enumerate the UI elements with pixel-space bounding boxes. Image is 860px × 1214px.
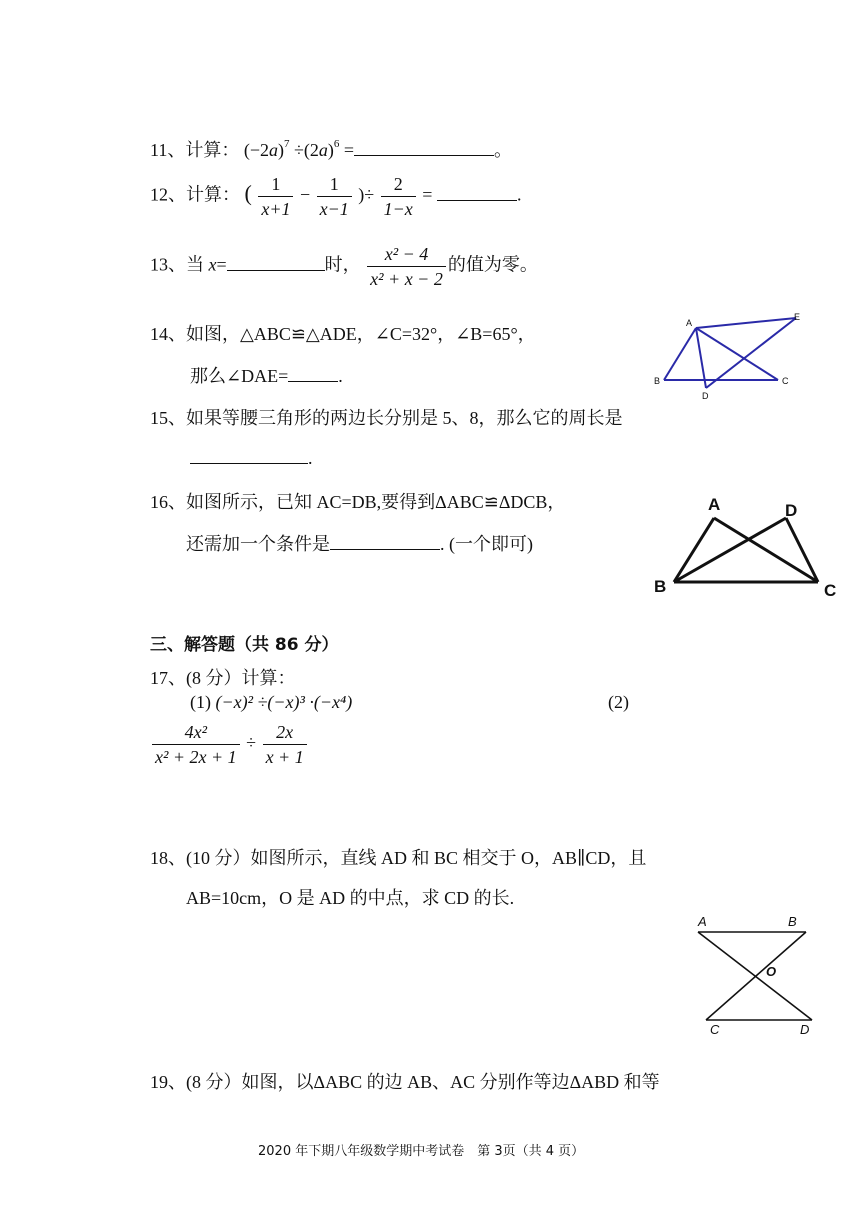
label-B: B [654, 376, 661, 386]
question-14-line-1: 14、如图，△ABC≌△ADE，∠C=32°，∠B=65°， [150, 324, 536, 344]
label-A: A [686, 318, 693, 328]
question-16-line-2 [186, 530, 533, 556]
period: . [308, 448, 313, 468]
fraction [317, 172, 352, 221]
answer-blank[interactable] [288, 381, 338, 382]
question-13 [150, 242, 538, 291]
equals-sign: = [422, 184, 433, 205]
question-12: 12、计算： ( $\frac{1}{x+1}$ − $\frac{1}{x-1}$ )÷ $\frac{2}{1-x}$ = . [150, 174, 522, 219]
question-17-part-1 [190, 692, 352, 713]
period: . [338, 366, 343, 386]
label-D: D [785, 501, 798, 520]
numerator: x² − 4 [367, 242, 446, 267]
denominator: x² + x − 2 [370, 269, 443, 289]
label-D: D [702, 391, 709, 401]
line-AE [696, 318, 796, 328]
exponent: 6 [333, 138, 340, 150]
denominator: 1−x [383, 199, 413, 219]
label-B: B [788, 914, 797, 929]
label-O: O [766, 964, 777, 979]
label-C: C [710, 1022, 720, 1037]
answer-blank[interactable] [227, 270, 325, 271]
section-3-heading: 三、解答题（共 86 分） [150, 635, 339, 655]
text: . (一个即可) [440, 534, 533, 554]
numerator: 1 [317, 172, 352, 197]
text: 时， [324, 254, 361, 275]
question-17-part-2-expression [150, 720, 309, 769]
numerator: 1 [258, 172, 293, 197]
division-sign: )÷ [358, 184, 375, 205]
line-BC [706, 932, 806, 1020]
numerator: 2 [381, 172, 416, 197]
question-16-line-1: 16、如图所示，已知 AC=DB,要得到ΔABC≌ΔDCB， [150, 492, 566, 512]
question-13-number: 13、当 [150, 254, 204, 275]
label-B: B [654, 577, 667, 596]
exponent: 7 [284, 138, 290, 150]
question-17-line-1: 17、(8 分）计算： [150, 668, 296, 688]
answer-blank[interactable] [190, 463, 308, 464]
expression-part: (−2 [243, 140, 269, 160]
answer-blank[interactable] [330, 549, 440, 550]
answer-blank[interactable] [354, 155, 494, 156]
text: 那么∠DAE= [190, 366, 289, 386]
numerator: 2x [263, 720, 307, 745]
question-11-number: 11、计算： [150, 140, 240, 160]
fraction [152, 720, 240, 769]
question-18-line-1: 18、(10 分）如图所示，直线 AD 和 BC 相交于 O，AB∥CD，且 [150, 848, 647, 868]
question-11: 11、计算： $(-2a)^7 \div(2a)^6$ = 。 [150, 138, 513, 160]
question-15-line-1: 15、如果等腰三角形的两边长分别是 5、8，那么它的周长是 [150, 408, 623, 428]
denominator: x+1 [261, 199, 291, 219]
period: 。 [494, 140, 513, 160]
text: 还需加一个条件是 [186, 534, 330, 554]
equals-sign: = [343, 140, 355, 160]
line-AB [664, 328, 696, 380]
figure-18 [690, 910, 820, 1040]
label-E: E [794, 312, 801, 322]
division-sign: ÷ [246, 732, 257, 753]
label-D: D [800, 1022, 810, 1037]
variable-a: a [269, 140, 278, 160]
label-C: C [782, 376, 789, 386]
question-18-line-2: AB=10cm，O 是 AD 的中点，求 CD 的长. [186, 888, 515, 908]
answer-blank[interactable] [437, 200, 517, 201]
figure-16 [648, 486, 838, 602]
question-14-line-2 [190, 362, 343, 388]
variable-a: a [318, 140, 328, 160]
figure-14 [650, 310, 810, 402]
equals-sign: = [216, 254, 227, 275]
fraction [263, 720, 307, 769]
line-BA [674, 518, 714, 582]
denominator: x−1 [319, 199, 349, 219]
numerator: 4x² [152, 720, 240, 745]
page-footer: 2020 年下期八年级数学期中考试卷 第 3页（共 4 页） [258, 1144, 585, 1159]
label-C: C [824, 581, 837, 600]
denominator: x² + 2x + 1 [155, 747, 237, 767]
question-17-part-2-label: (2) [608, 692, 629, 712]
label-A: A [698, 914, 707, 929]
label-A: A [708, 495, 721, 514]
line-AC [696, 328, 778, 380]
fraction [367, 242, 446, 291]
question-12-number: 12、计算： [150, 184, 240, 205]
denominator: x + 1 [265, 747, 304, 767]
period: . [516, 184, 522, 205]
part-label: (1) [190, 692, 211, 712]
question-19-line-1: 19、(8 分）如图，以ΔABC 的边 AB、AC 分别作等边ΔABD 和等 [150, 1072, 660, 1092]
question-15-line-2 [190, 448, 313, 469]
expression: (−x)² ÷(−x)³ ·(−x⁴) [215, 692, 353, 712]
fraction [381, 172, 416, 221]
fraction [258, 172, 293, 221]
variable-x: x [208, 254, 217, 275]
text: 的值为零。 [447, 254, 538, 275]
minus-sign: − [299, 184, 311, 205]
expression-part: ÷(2 [294, 140, 319, 160]
